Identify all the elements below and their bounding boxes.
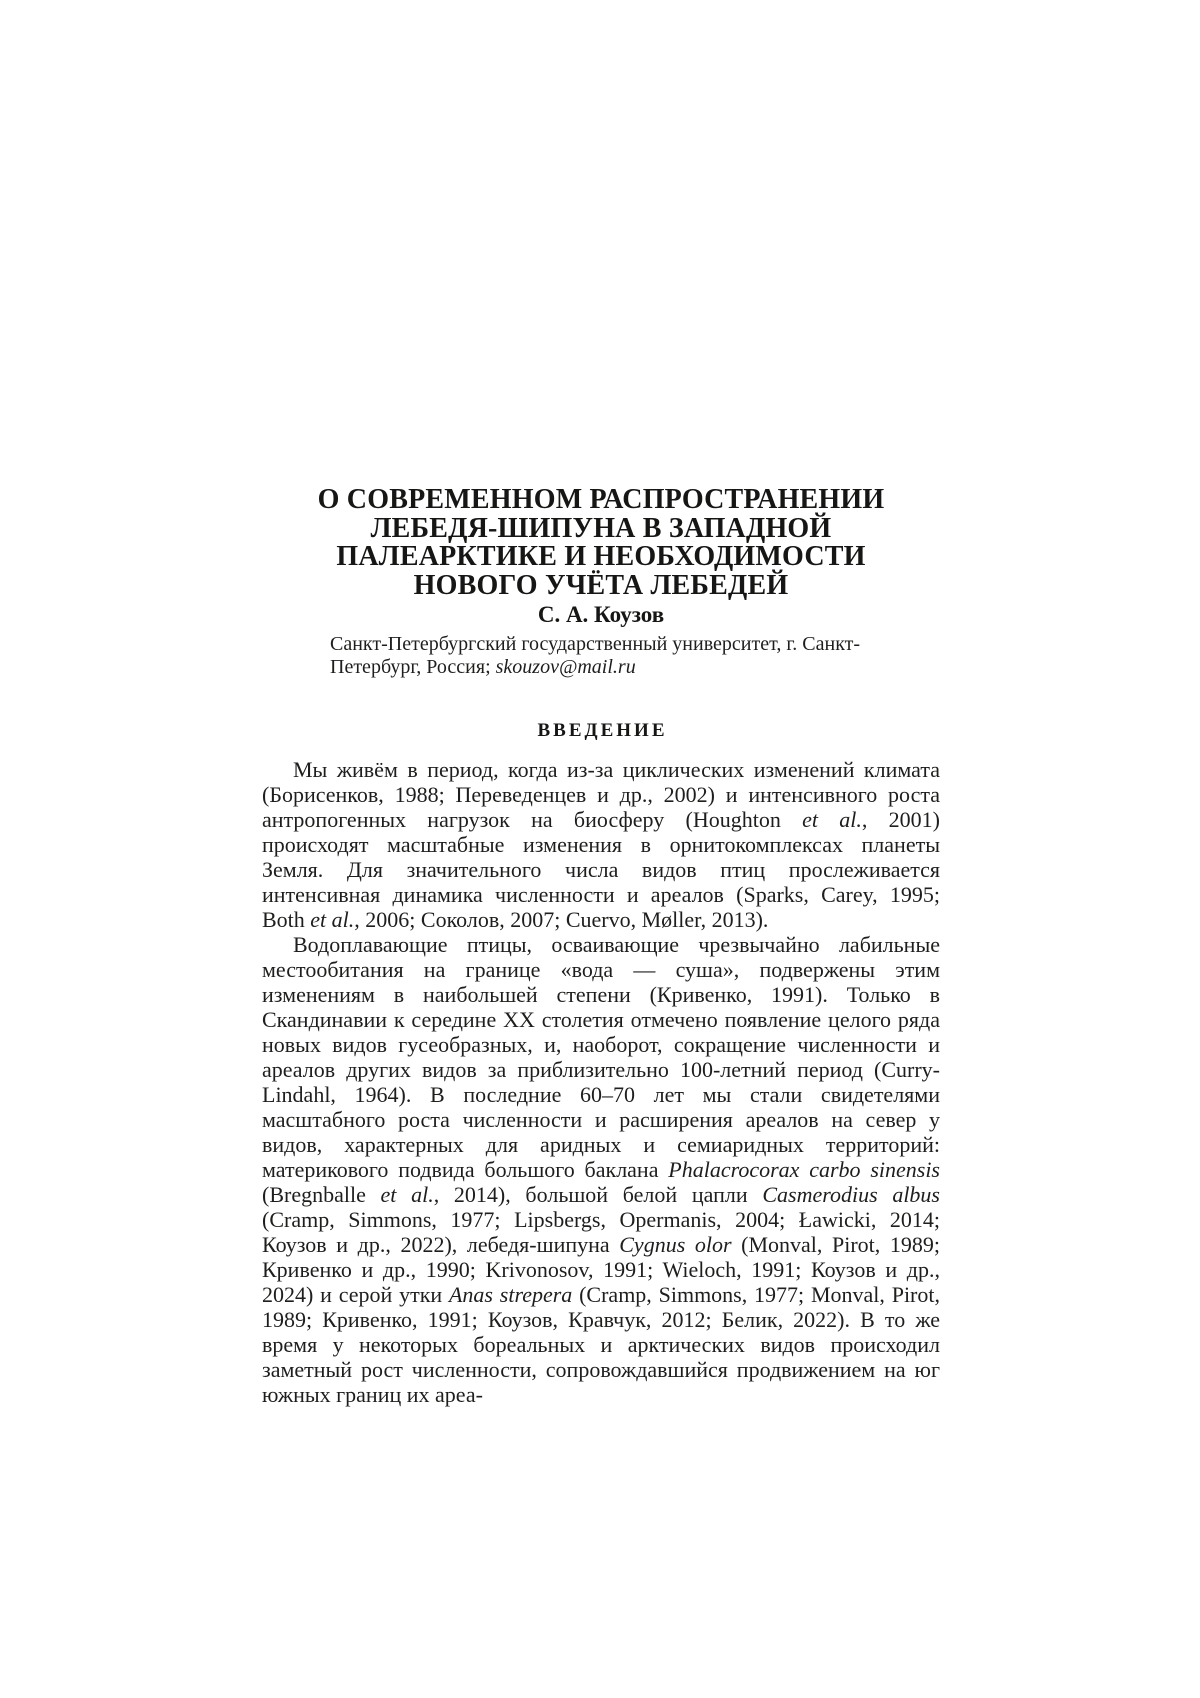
article-title-line-2: ЛЕБЕДЯ-ШИПУНА В ЗАПАДНОЙ (370, 512, 832, 544)
article-body (262, 757, 940, 1407)
affiliation: Санкт-Петербургский государственный университет, г. Санкт-Петербург, Россия; skouzov@mail.ru (330, 633, 861, 678)
article-title-line-1: О СОВРЕМЕННОМ РАСПРОСТРАНЕНИИ (317, 484, 885, 515)
paragraph-2: Водоплавающие птицы, осваивающие чрезвычайно лабильные местообитания на границе «вода — суша», подвержены этим изменениям в наибольшей степени (Кривенко, 1991). Только в Скандинавии к середине XX столетия отмечено появление целого ряда новых видов гусеобразных, и, наоборот, сокращение численности и ареалов других видов за приблизительно 100-летний период (Curry-Lindahl, 1964). В последние 60–70 лет мы стали свидетелями масштабного роста численности и расширения ареалов на север у видов, характерных для аридных и семиаридных территорий: материкового подвида большого баклана Phalacrocorax carbo sinensis (Bregnballe et al., 2014), большой белой цапли Casmerodius albus (Cramp, Simmons, 1977; Lipsbergs, Opermanis, 2004; Ławicki, 2014; Коузов и др., 2022), лебедя-шипуна Cygnus olor (Monval, Pirot, 1989; Кривенко и др., 1990; Krivonosov, 1991; Wieloch, 1991; Коузов и др., 2024) и серой утки Anas strepera (Cramp, Simmons, 1977; Monval, Pirot, 1989; Кривенко, 1991; Коузов, Кравчук, 2012; Белик, 2022). В то же время у некоторых бореальных и арктических видов происходил заметный рост численности, сопровождавшийся продвижением на юг южных границ их ареа- (262, 932, 940, 1407)
article-title-line-3: ПАЛЕАРКТИКЕ И НЕОБХОДИМОСТИ (336, 541, 866, 572)
article-title-line-4: НОВОГО УЧЁТА ЛЕБЕДЕЙ (413, 569, 789, 601)
article-title (262, 486, 940, 600)
paragraph-1: Мы живём в период, когда из-за циклических изменений климата (Борисенков, 1988; Переведенцев и др., 2002) и интенсивного роста антропогенных нагрузок на биосферу (Houghton et al., 2001) происходят масштабные изменения в орнитокомплексах планеты Земля. Для значительного числа видов птиц прослеживается интенсивная динамика численности и ареалов (Sparks, Carey, 1995; Both et al., 2006; Соколов, 2007; Cuervo, Møller, 2013). (262, 757, 941, 932)
author-name: С. А. Коузов (537, 602, 665, 627)
section-heading-introduction: ВВЕДЕНИЕ (537, 720, 668, 741)
